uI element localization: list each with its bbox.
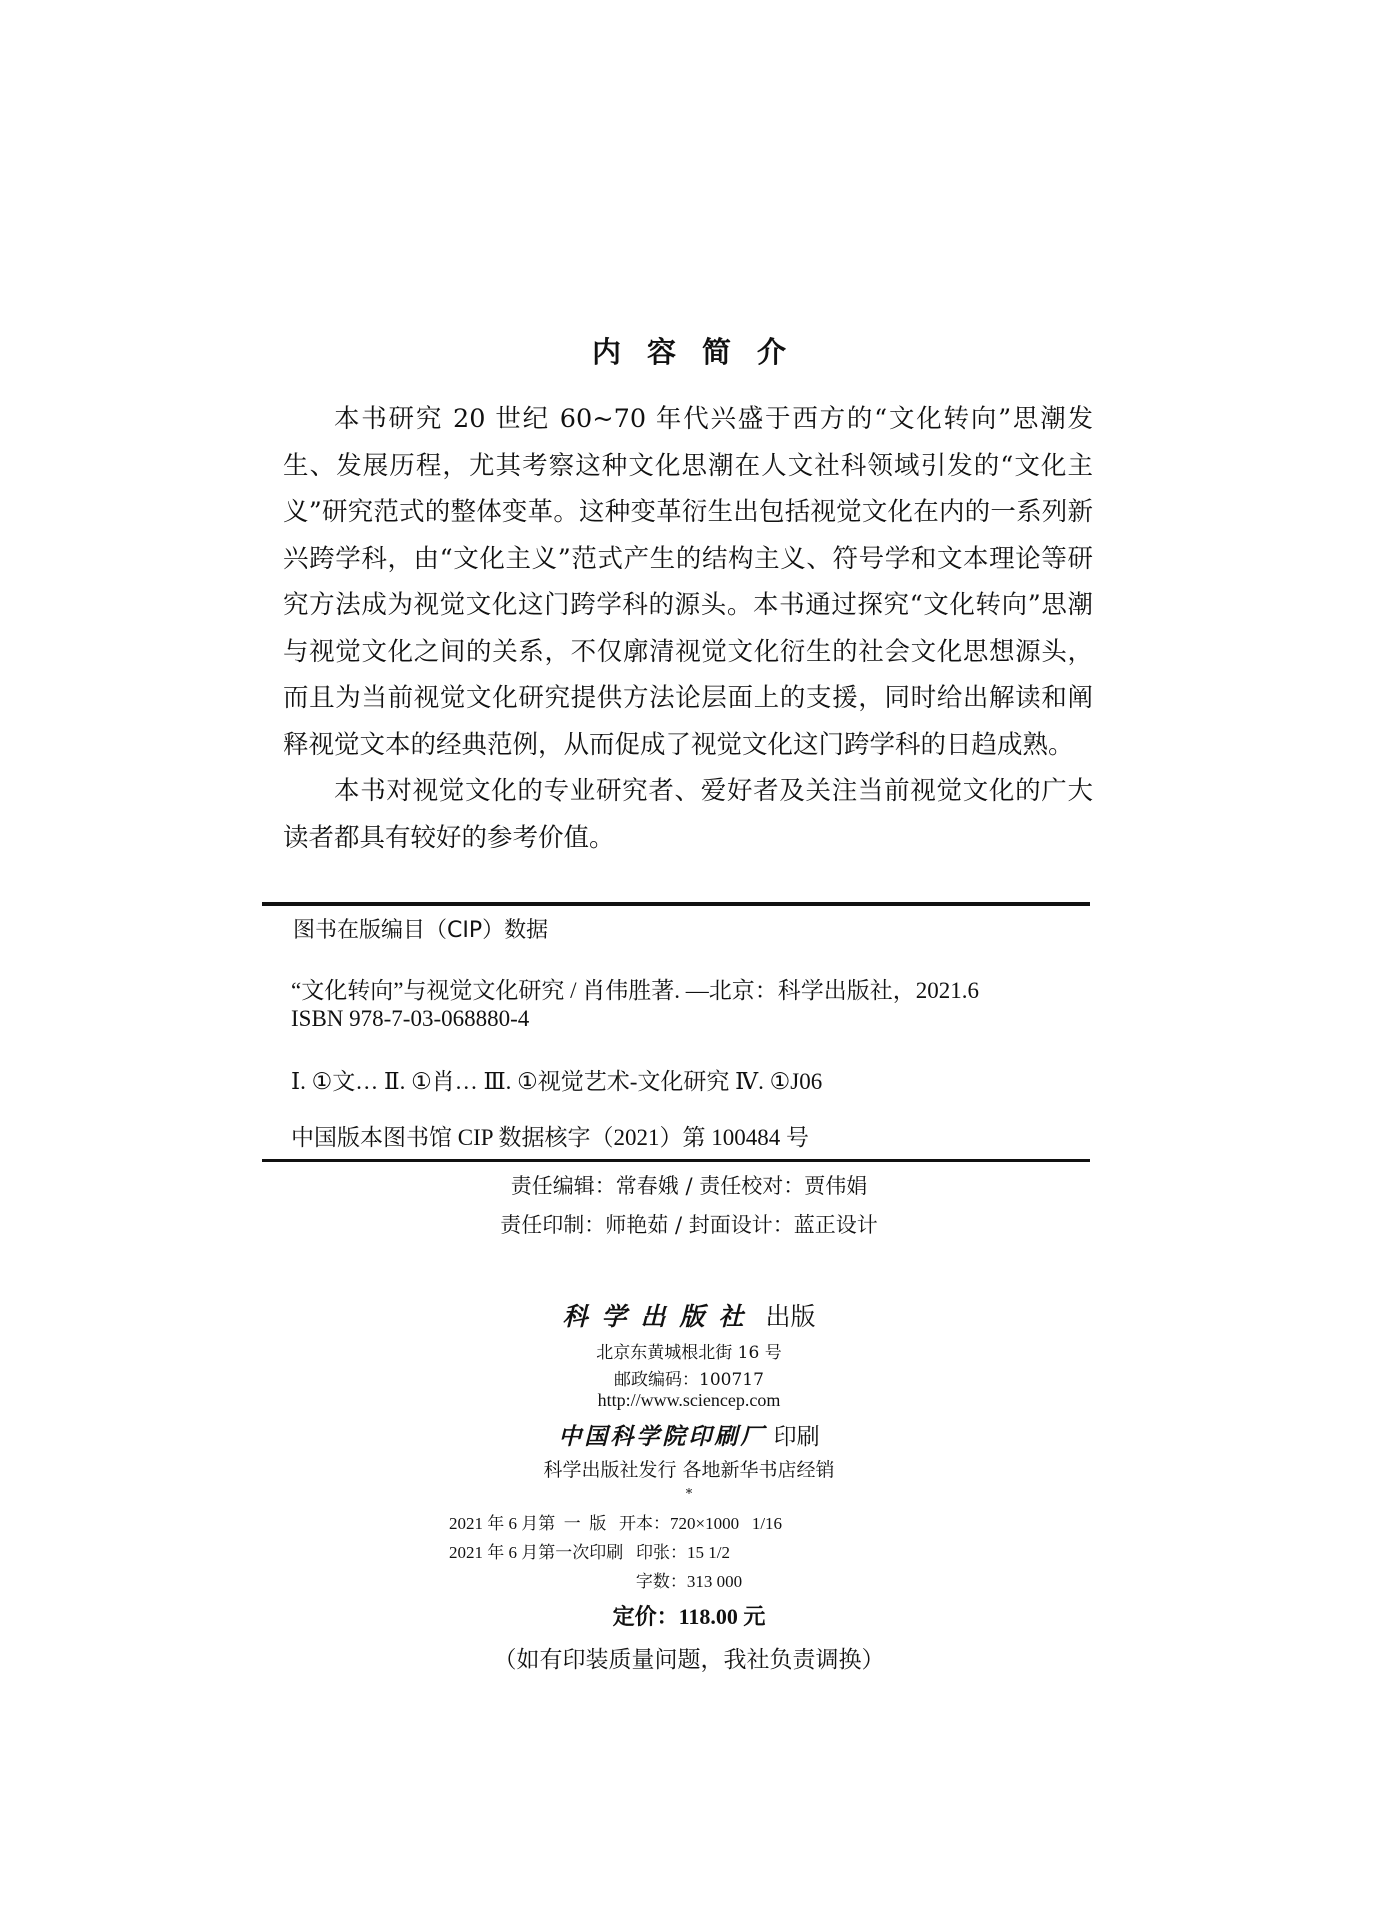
cip-verification: 中国版本图书馆 CIP 数据核字（2021）第 100484 号 — [291, 1125, 809, 1150]
cip-title-line: “文化转向”与视觉文化研究 / 肖伟胜著. —北京：科学出版社，2021.6 — [291, 978, 980, 1003]
distribution-line: 科学出版社发行 各地新华书店经销 — [543, 1459, 835, 1481]
cip-bottom-rule — [262, 1159, 1090, 1162]
summary-title: 内容简介 — [591, 335, 812, 369]
cip-isbn: ISBN 978-7-03-068880-4 — [291, 1006, 530, 1031]
summary-paragraph-1: 本书研究 20 世纪 60~70 年代兴盛于西方的“文化转向”思潮发生、发展历程，尤其考察这种文化思潮在人文社科领域引发的“文化主义”研究范式的整体变革。这种变革衍生出包括视觉文化在内的一系列新兴跨学科，由“文化主义”范式产生的结构主义、符号学和文本理论等研究方法成为视觉文化这门跨学科的源头。本书通过探究“文化转向”思潮与视觉文化之间的关系，不仅廓清视觉文化衍生的社会文化思想源头，而且为当前视觉文化研究提供方法论层面上的支援，同时给出解读和阐释视觉文本的经典范例，从而促成了视觉文化这门跨学科的日趋成熟。 — [283, 404, 1093, 760]
printer-suffix: 印刷 — [766, 1424, 820, 1450]
cip-heading: 图书在版编目（CIP）数据 — [293, 918, 549, 943]
publisher-url: http://www.sciencep.com — [597, 1390, 781, 1410]
publisher-name: 科学出版社 — [562, 1302, 758, 1331]
word-count: 字数：313 000 — [635, 1572, 743, 1591]
printer-name: 中国科学院印刷厂 — [558, 1423, 767, 1450]
summary-body — [283, 396, 1093, 861]
production-credits: 责任印制：师艳茹 / 封面设计：蓝正设计 — [500, 1213, 878, 1237]
cip-top-rule — [262, 902, 1090, 906]
edition-line: 2021 年 6 月第 一 版 开本：720×1000 1/16 — [449, 1514, 783, 1533]
printer-line — [0, 1418, 1378, 1451]
publisher-address: 北京东黄城根北街 16 号 — [596, 1343, 782, 1363]
summary-paragraph-2: 本书对视觉文化的专业研究者、爱好者及关注当前视觉文化的广大读者都具有较好的参考价值。 — [283, 776, 1093, 853]
quality-note: （如有印装质量问题，我社负责调换） — [493, 1647, 885, 1673]
printing-line: 2021 年 6 月第一次印刷 印张：15 1/2 — [449, 1543, 730, 1562]
publisher-line — [0, 1297, 1378, 1333]
postal-code: 邮政编码：100717 — [614, 1370, 764, 1390]
price: 定价：118.00 元 — [612, 1604, 766, 1629]
editor-credits: 责任编辑：常春娥 / 责任校对：贾伟娟 — [510, 1174, 868, 1198]
publisher-suffix: 出版 — [757, 1302, 816, 1331]
cip-classification: Ⅰ. ①文… Ⅱ. ①肖… Ⅲ. ①视觉艺术-文化研究 Ⅳ. ①J06 — [291, 1069, 823, 1094]
separator-star: * — [685, 1487, 693, 1502]
